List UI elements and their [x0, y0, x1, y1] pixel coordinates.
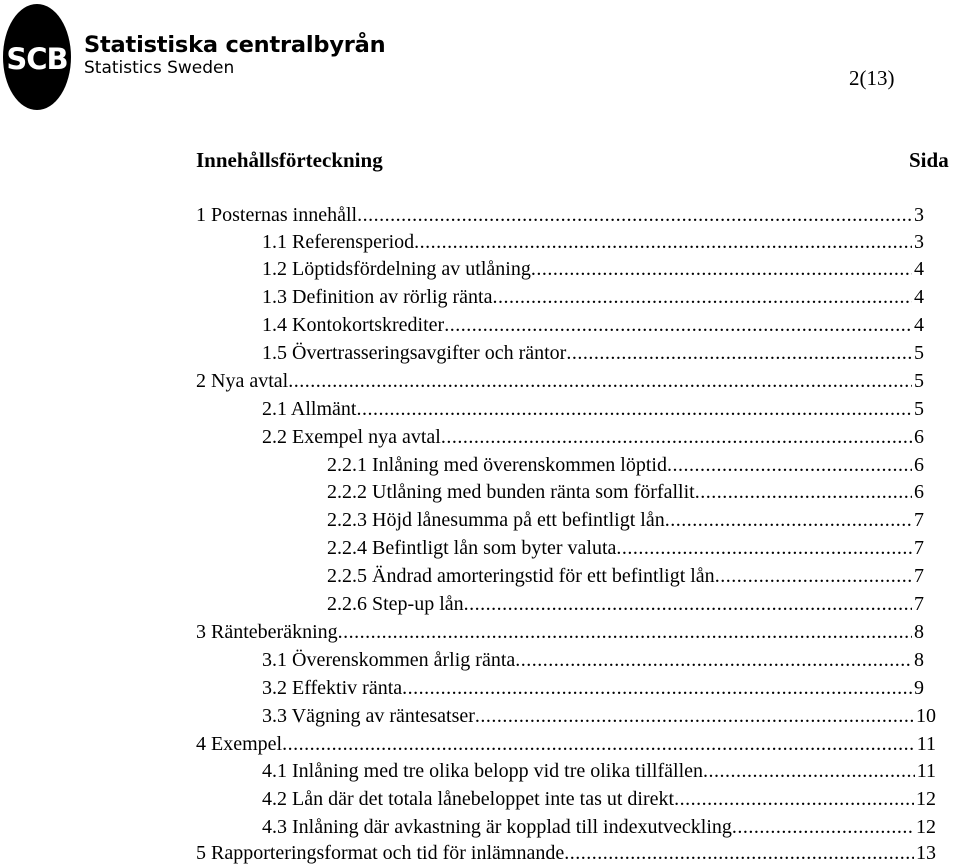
toc-entry[interactable] [327, 479, 924, 506]
toc-leader-dots [493, 284, 913, 311]
toc-entry[interactable] [262, 647, 924, 674]
toc-leader-dots [665, 507, 912, 534]
toc-leader-dots [715, 563, 912, 590]
organization-header [84, 32, 385, 78]
toc-entry-page: 8 [914, 649, 924, 671]
toc-leader-dots [402, 675, 912, 702]
toc-entry-page: 12 [916, 788, 936, 810]
toc-entry-page: 3 [914, 231, 924, 253]
toc-leader-dots [695, 479, 912, 506]
toc-entry-page: 9 [914, 677, 924, 699]
toc-entry-page: 6 [914, 481, 924, 503]
toc-entry-page: 7 [914, 565, 924, 587]
page-number: 2(13) [849, 66, 895, 90]
toc-entry[interactable] [262, 675, 924, 702]
toc-entry-title: 3 Ränteberäkning [196, 621, 338, 643]
toc-entry-title: 4 Exempel [196, 733, 283, 755]
toc-entry[interactable] [262, 312, 924, 339]
toc-entry[interactable] [327, 507, 924, 534]
toc-entry[interactable] [262, 758, 936, 785]
toc-entry-page: 6 [914, 426, 924, 448]
toc-leader-dots [531, 256, 912, 283]
toc-leader-dots [282, 731, 915, 758]
toc-entry[interactable] [327, 452, 924, 479]
toc-entry-page: 5 [914, 370, 924, 392]
toc-entry[interactable] [196, 840, 936, 867]
toc-entry-title: 1.4 Kontokortskrediter [262, 314, 445, 336]
toc-leader-dots [414, 229, 912, 256]
toc-page-heading: Sida [909, 148, 949, 172]
toc-entry-title: 4.2 Lån där det totala lånebeloppet inte tas ut direkt [262, 788, 675, 810]
toc-entry[interactable] [196, 731, 936, 758]
toc-leader-dots [357, 202, 912, 229]
toc-entry-page: 7 [914, 537, 924, 559]
toc-entry[interactable] [262, 256, 924, 283]
toc-leader-dots [515, 647, 912, 674]
toc-entry-title: 2.2.5 Ändrad amorteringstid för ett befintligt lån [327, 565, 715, 587]
toc-leader-dots [356, 396, 912, 423]
organization-subtitle: Statistics Sweden [84, 58, 235, 78]
toc-entry[interactable] [327, 535, 924, 562]
toc-entry-title: 2.2.6 Step-up lån [327, 593, 464, 615]
toc-leader-dots [616, 535, 912, 562]
toc-entry-page: 11 [916, 760, 936, 782]
toc-entry-title: 1.3 Definition av rörlig ränta [262, 286, 493, 308]
toc-entry[interactable] [262, 786, 936, 813]
toc-entry[interactable] [196, 619, 924, 646]
toc-entry-title: 2.2.4 Befintligt lån som byter valuta [327, 537, 617, 559]
toc-entry-title: 1 Posternas innehåll [196, 204, 358, 226]
toc-leader-dots [444, 312, 912, 339]
toc-entry[interactable] [262, 396, 924, 423]
toc-entry[interactable] [262, 424, 924, 451]
toc-leader-dots [441, 424, 912, 451]
toc-entry[interactable] [262, 229, 924, 256]
toc-entry-title: 2.2 Exempel nya avtal [262, 426, 441, 448]
toc-leader-dots [703, 758, 915, 785]
toc-entry-title: 2.2.2 Utlåning med bunden ränta som förfallit [327, 481, 695, 503]
toc-entry[interactable] [262, 340, 924, 367]
toc-entry-title: 2 Nya avtal [196, 370, 289, 392]
toc-entry-page: 6 [914, 454, 924, 476]
toc-entry[interactable] [327, 563, 924, 590]
toc-entry-title: 5 Rapporteringsformat och tid för inlämnande [196, 842, 565, 864]
toc-leader-dots [475, 703, 914, 730]
toc-entry-page: 13 [916, 842, 936, 864]
toc-entry[interactable] [262, 703, 936, 730]
toc-entry-title: 2.2.3 Höjd lånesumma på ett befintligt lån [327, 509, 665, 531]
toc-entry-page: 7 [914, 509, 924, 531]
toc-entry-title: 1.1 Referensperiod [262, 231, 415, 253]
toc-entry-title: 4.1 Inlåning med tre olika belopp vid tre olika tillfällen [262, 760, 703, 782]
toc-entry[interactable] [262, 284, 924, 311]
toc-entry-page: 5 [914, 342, 924, 364]
toc-leader-dots [667, 452, 912, 479]
toc-leader-dots [288, 368, 912, 395]
toc-entry-page: 4 [914, 314, 924, 336]
toc-leader-dots [566, 340, 912, 367]
toc-entry-title: 3.2 Effektiv ränta [262, 677, 403, 699]
toc-entry-page: 8 [914, 621, 924, 643]
toc-entry[interactable] [262, 814, 936, 841]
toc-entry-page: 10 [916, 705, 936, 727]
toc-entry-page: 11 [916, 733, 936, 755]
toc-entry-title: 1.5 Övertrasseringsavgifter och räntor [262, 342, 567, 364]
toc-leader-dots [674, 786, 914, 813]
toc-entry-page: 5 [914, 398, 924, 420]
toc-entry[interactable] [196, 368, 924, 395]
toc-entry-title: 2.1 Allmänt [262, 398, 357, 420]
toc-entry-page: 3 [914, 204, 924, 226]
svg-text:SCB: SCB [6, 42, 68, 76]
toc-entry-page: 12 [916, 816, 936, 838]
toc-entry[interactable] [196, 202, 924, 229]
toc-leader-dots [338, 619, 912, 646]
toc-leader-dots [464, 591, 912, 618]
toc-entry-title: 3.3 Vägning av räntesatser [262, 705, 475, 727]
organization-name: Statistiska centralbyrån [84, 32, 386, 58]
toc-entry-title: 3.1 Överenskommen årlig ränta [262, 649, 516, 671]
toc-leader-dots [564, 840, 914, 867]
toc-entry-page: 7 [914, 593, 924, 615]
toc-entry-page: 4 [914, 258, 924, 280]
toc-entry[interactable] [327, 591, 924, 618]
toc-entry-title: 1.2 Löptidsfördelning av utlåning [262, 258, 531, 280]
toc-entry-title: 2.2.1 Inlåning med överenskommen löptid [327, 454, 667, 476]
toc-entry-page: 4 [914, 286, 924, 308]
toc-entry-title: 4.3 Inlåning där avkastning är kopplad till indexutveckling [262, 816, 732, 838]
scb-logo [2, 3, 72, 111]
toc-leader-dots [732, 814, 914, 841]
toc-heading: Innehållsförteckning [196, 148, 383, 172]
